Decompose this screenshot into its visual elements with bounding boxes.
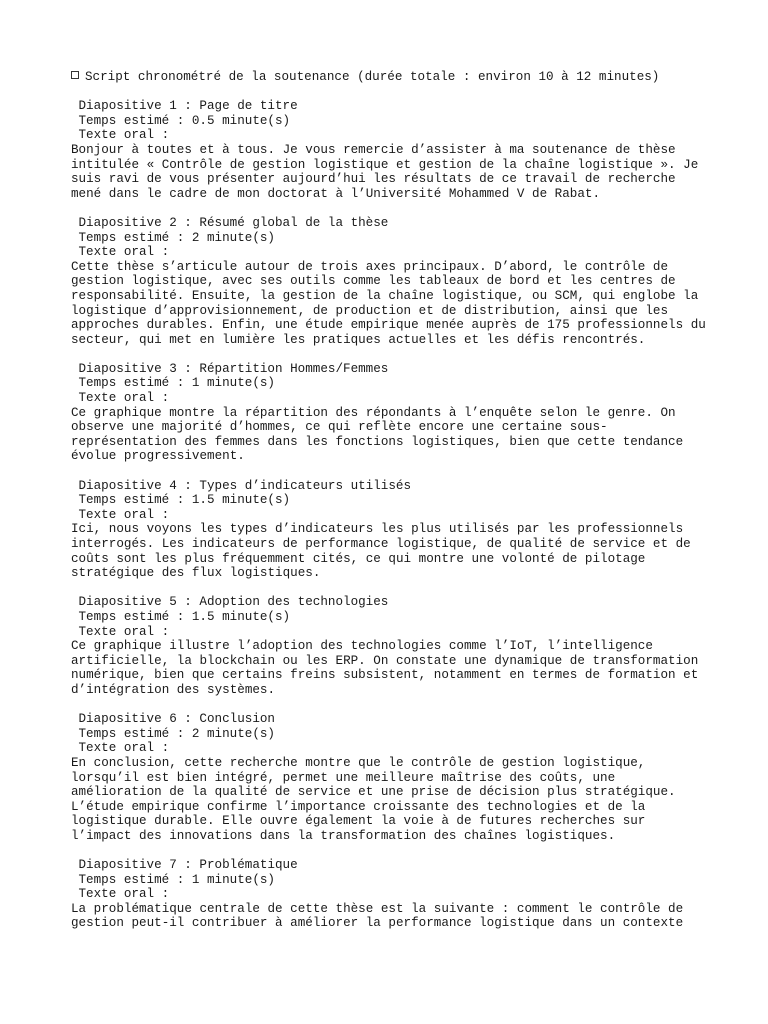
slide-heading: Diapositive 5 : Adoption des technologies — [78, 595, 389, 610]
slide-oral-label: Texte oral : — [78, 245, 170, 260]
slide-oral-text: La problématique centrale de cette thèse est la suivante : comment le contrôle de gestion peut-il contribuer à améliorer la performance logistique dans un contexte — [71, 901, 684, 931]
slide-time: Temps estimé : 1.5 minute(s) — [78, 493, 291, 508]
slide-heading: Diapositive 4 : Types d’indicateurs utilisés — [78, 478, 412, 493]
slide-oral-text: En conclusion, cette recherche montre que le contrôle de gestion logistique, lorsqu’il est bien intégré, permet une meilleure maîtrise des coûts, une amélioration de la qualité de service et une prise de décision plus stratégique. L’étude empirique confirme l’importance croissante des technologies et de la logistique durable. Elle ouvre également la voie à de futures recherches sur l’impact des innovations dans la transformation des chaînes logistiques. — [71, 755, 676, 843]
slide-heading: Diapositive 7 : Problématique — [78, 858, 298, 873]
slide-section-1 — [71, 99, 711, 201]
document-page — [71, 70, 711, 946]
document-title-line — [71, 70, 711, 85]
slide-section-5 — [71, 595, 711, 697]
slide-oral-label: Texte oral : — [78, 507, 170, 522]
slide-oral-label: Texte oral : — [78, 887, 170, 902]
slide-oral-label: Texte oral : — [78, 391, 170, 406]
slide-time: Temps estimé : 1 minute(s) — [78, 376, 275, 391]
slide-section-3 — [71, 362, 711, 464]
slide-section-6 — [71, 712, 711, 843]
slide-time: Temps estimé : 1.5 minute(s) — [78, 609, 291, 624]
slide-oral-label: Texte oral : — [78, 128, 170, 143]
slide-heading: Diapositive 6 : Conclusion — [78, 712, 275, 727]
slide-time: Temps estimé : 0.5 minute(s) — [78, 113, 291, 128]
slide-oral-text: Cette thèse s’articule autour de trois axes principaux. D’abord, le contrôle de gestion logistique, avec ses outils comme les tableaux de bord et les centres de responsabilité. Ensuite, la gestion de la chaîne logistique, ou SCM, qui englobe la logistique d’approvisionnement, de production et de distribution, ainsi que les approches durables. Enfin, une étude empirique menée auprès de 175 professionnels du secteur, qui met en lumière les pratiques actuelles et les défis rencontrés. — [71, 259, 706, 347]
slide-oral-text: Ce graphique illustre l’adoption des technologies comme l’IoT, l’intelligence artificielle, la blockchain ou les ERP. On constate une dynamique de transformation numérique, bien que certains freins subsistent, notamment en termes de formation et d’intégration des systèmes. — [71, 639, 699, 697]
document-title: Script chronométré de la soutenance (durée totale : environ 10 à 12 minutes) — [85, 70, 660, 84]
slide-heading: Diapositive 3 : Répartition Hommes/Femmes — [78, 361, 389, 376]
checkbox-bullet-icon — [71, 71, 79, 79]
slide-time: Temps estimé : 2 minute(s) — [78, 726, 275, 741]
slide-time: Temps estimé : 2 minute(s) — [78, 230, 275, 245]
slide-time: Temps estimé : 1 minute(s) — [78, 872, 275, 887]
slide-oral-label: Texte oral : — [78, 624, 170, 639]
slide-oral-text: Ici, nous voyons les types d’indicateurs les plus utilisés par les professionnels interrogés. Les indicateurs de performance logistique, de qualité de service et de coûts sont les plus fréquemment cités, ce qui montre une volonté de pilotage stratégique des flux logistiques. — [71, 522, 691, 581]
slide-oral-text: Bonjour à toutes et à tous. Je vous remercie d’assister à ma soutenance de thèse intitulée « Contrôle de gestion logistique et gestion de la chaîne logistique ». Je suis ravi de vous présenter aujourd’hui les résultats de ce travail de recherche mené dans le cadre de mon doctorat à l’Université Mohammed V de Rabat. — [71, 142, 699, 201]
slide-heading: Diapositive 2 : Résumé global de la thèse — [78, 215, 389, 230]
slide-heading: Diapositive 1 : Page de titre — [78, 99, 298, 114]
slide-oral-text: Ce graphique montre la répartition des répondants à l’enquête selon le genre. On observe une majorité d’hommes, ce qui reflète encore une certaine sous-représentation des femmes dans les fonctions logistiques, bien que cette tendance évolue progressivement. — [71, 405, 684, 464]
slide-section-7 — [71, 858, 711, 931]
slide-oral-label: Texte oral : — [78, 741, 170, 756]
slide-section-2 — [71, 216, 711, 347]
slide-section-4 — [71, 479, 711, 581]
